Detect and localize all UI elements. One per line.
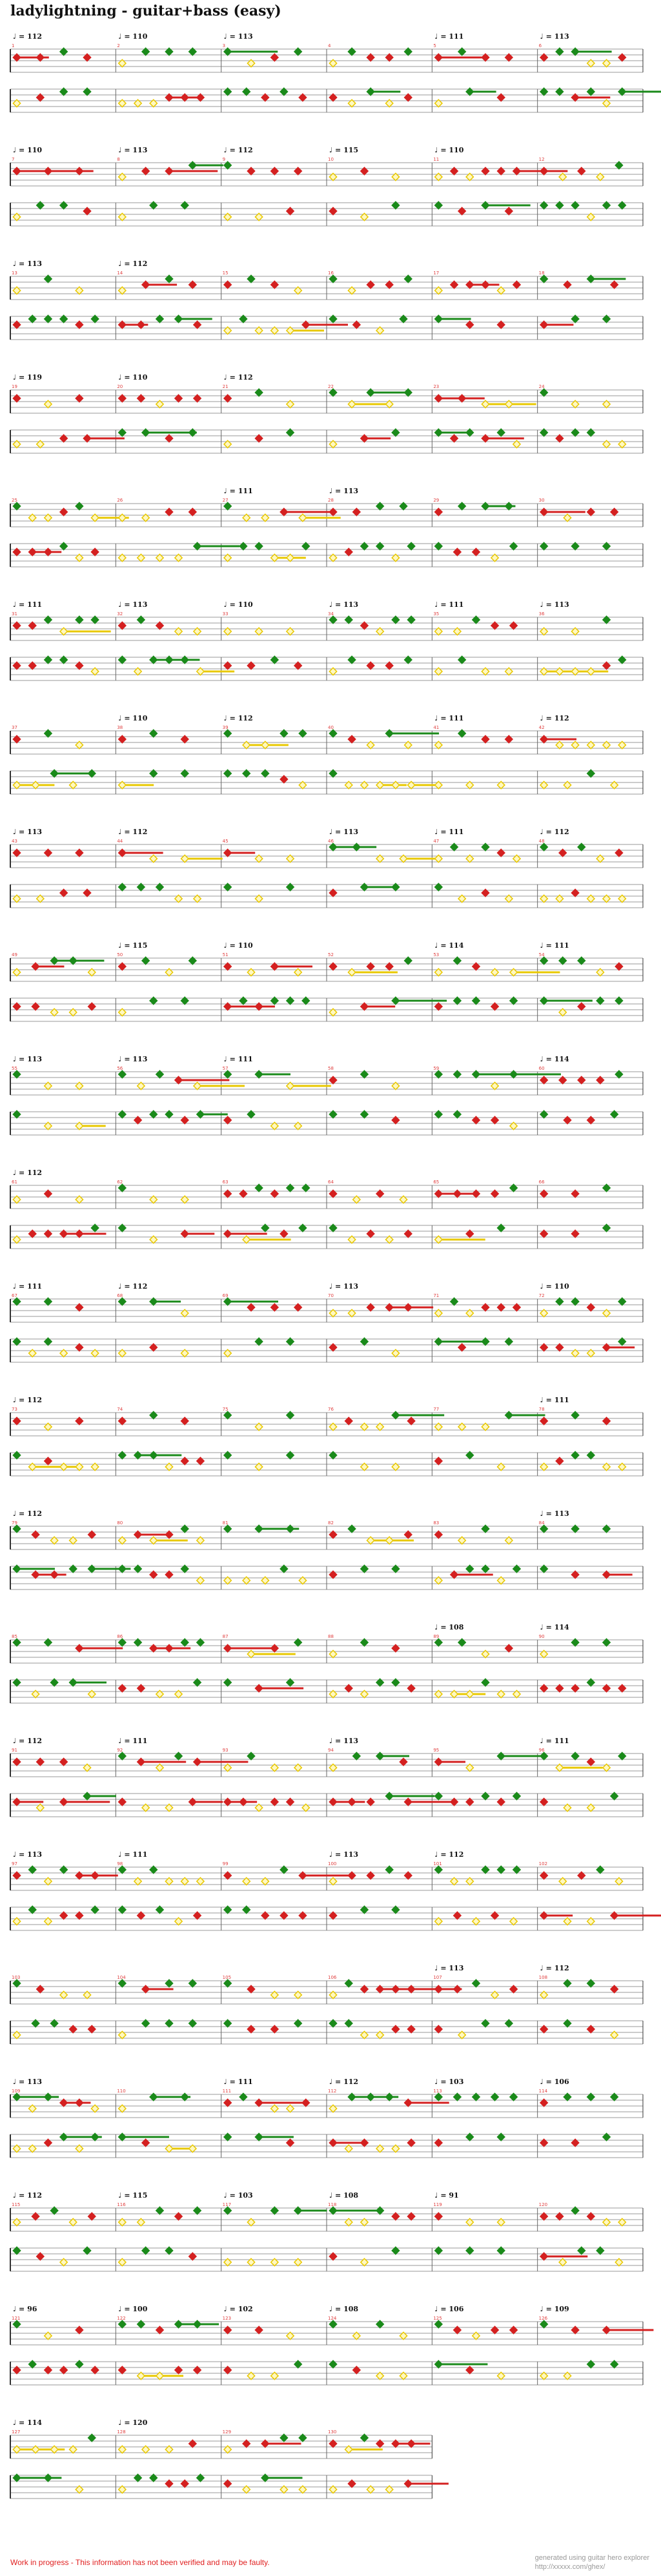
measure-number: 126	[538, 2316, 548, 2321]
measure-number: 38	[117, 725, 123, 730]
measure-number: 128	[117, 2429, 126, 2435]
tempo-marking: ♩ = 112	[540, 828, 569, 836]
measure-number: 2	[117, 43, 120, 48]
measure-number: 68	[117, 1293, 123, 1298]
footer-warning: Work in progress - This information has not been verified and may be faulty.	[10, 2558, 270, 2567]
measure-number: 120	[538, 2202, 548, 2207]
measure-number: 15	[222, 271, 229, 276]
measure-number: 63	[222, 1180, 229, 1185]
measure-number: 124	[328, 2316, 337, 2321]
measure-number: 73	[12, 1407, 17, 1412]
measure-number: 81	[222, 1520, 229, 1526]
tempo-marking: ♩ = 91	[434, 2191, 459, 2200]
system-21	[10, 2305, 653, 2385]
tempo-marking: ♩ = 112	[118, 1282, 148, 1291]
tempo-marking: ♩ = 113	[13, 2078, 43, 2086]
measure-number: 74	[117, 1407, 123, 1412]
measure-number: 123	[222, 2316, 232, 2321]
tempo-marking: ♩ = 111	[434, 828, 464, 836]
song-title: ladylightning - guitar+bass (easy)	[10, 3, 281, 19]
tempo-marking: ♩ = 112	[13, 2191, 43, 2200]
system-2	[10, 146, 643, 226]
tempo-marking: ♩ = 112	[118, 828, 148, 836]
system-9	[10, 941, 643, 1021]
tempo-marking: ♩ = 113	[540, 1509, 569, 1518]
tempo-marking: ♩ = 113	[118, 600, 148, 609]
tempo-marking: ♩ = 112	[540, 1964, 569, 1972]
tempo-marking: ♩ = 110	[13, 146, 43, 154]
tempo-marking: ♩ = 111	[118, 1850, 148, 1859]
tempo-marking: ♩ = 108	[329, 2191, 359, 2200]
measure-number: 16	[328, 271, 334, 276]
measure-number: 88	[328, 1634, 334, 1639]
tempo-marking: ♩ = 112	[223, 146, 253, 154]
measure-number: 20	[117, 384, 123, 389]
measure-number: 105	[222, 1975, 232, 1980]
measure-number: 46	[328, 839, 334, 844]
system-15	[10, 1623, 643, 1703]
measure-number: 47	[433, 839, 440, 844]
tempo-marking: ♩ = 110	[540, 1282, 569, 1291]
tempo-marking: ♩ = 112	[223, 373, 253, 382]
tempo-marking: ♩ = 113	[13, 828, 43, 836]
tempo-marking: ♩ = 119	[13, 373, 43, 382]
measure-number: 86	[117, 1634, 123, 1639]
tempo-marking: ♩ = 113	[118, 1055, 148, 1063]
tempo-marking: ♩ = 110	[223, 600, 253, 609]
measure-number: 52	[328, 952, 334, 957]
measure-number: 44	[117, 839, 123, 844]
measure-number: 41	[433, 725, 440, 730]
tempo-marking: ♩ = 112	[434, 1850, 464, 1859]
tempo-marking: ♩ = 115	[329, 146, 359, 154]
tempo-marking: ♩ = 111	[434, 714, 464, 722]
tempo-marking: ♩ = 113	[434, 1964, 464, 1972]
measure-number: 96	[538, 1748, 545, 1753]
measure-number: 34	[328, 611, 334, 617]
system-10	[10, 1055, 643, 1135]
measure-number: 116	[117, 2202, 126, 2207]
system-11	[10, 1169, 643, 1249]
tempo-marking: ♩ = 103	[223, 2191, 253, 2200]
measure-number: 79	[12, 1520, 17, 1526]
measure-number: 1	[12, 43, 15, 48]
measure-number: 92	[117, 1748, 123, 1753]
measure-number: 59	[433, 1066, 440, 1071]
tempo-marking: ♩ = 115	[118, 2191, 148, 2200]
measure-number: 53	[433, 952, 440, 957]
measure-number: 66	[538, 1180, 545, 1185]
tempo-marking: ♩ = 110	[118, 373, 148, 382]
system-19	[10, 2078, 643, 2158]
tempo-marking: ♩ = 111	[434, 32, 464, 41]
measure-number: 94	[328, 1748, 334, 1753]
measure-number: 45	[222, 839, 229, 844]
measure-number: 121	[12, 2316, 21, 2321]
measure-number: 13	[12, 271, 17, 276]
measure-number: 28	[328, 498, 334, 503]
generator-url[interactable]: http://xxxxx.com/ghex/	[534, 2563, 605, 2571]
measure-number: 97	[12, 1861, 17, 1866]
measure-number: 17	[433, 271, 440, 276]
measure-number: 57	[222, 1066, 229, 1071]
measure-number: 3	[222, 43, 226, 48]
tempo-marking: ♩ = 112	[13, 1737, 43, 1745]
tempo-marking: ♩ = 112	[118, 260, 148, 268]
measure-number: 50	[117, 952, 123, 957]
tempo-marking: ♩ = 113	[329, 1282, 359, 1291]
tempo-marking: ♩ = 113	[13, 260, 43, 268]
measure-number: 80	[117, 1520, 123, 1526]
measure-number: 72	[538, 1293, 545, 1298]
measure-number: 64	[328, 1180, 334, 1185]
measure-number: 24	[538, 384, 545, 389]
measure-number: 104	[117, 1975, 126, 1980]
tempo-marking: ♩ = 110	[118, 32, 148, 41]
measure-number: 21	[222, 384, 229, 389]
measure-number: 14	[117, 271, 123, 276]
system-5	[10, 487, 643, 567]
system-1	[10, 32, 661, 112]
measure-number: 29	[433, 498, 440, 503]
tempo-marking: ♩ = 110	[223, 941, 253, 950]
system-20	[10, 2191, 643, 2271]
tempo-marking: ♩ = 106	[540, 2078, 569, 2086]
tempo-marking: ♩ = 113	[118, 146, 148, 154]
measure-number: 111	[222, 2089, 232, 2094]
measure-number: 4	[328, 43, 331, 48]
measure-number: 75	[222, 1407, 229, 1412]
measure-number: 39	[222, 725, 229, 730]
measure-number: 129	[222, 2429, 232, 2435]
measure-number: 113	[433, 2089, 442, 2094]
measure-number: 40	[328, 725, 334, 730]
measure-number: 62	[117, 1180, 123, 1185]
measure-number: 93	[222, 1748, 229, 1753]
measure-number: 102	[538, 1861, 548, 1866]
measure-number: 100	[328, 1861, 337, 1866]
tempo-marking: ♩ = 113	[329, 1737, 359, 1745]
system-17	[10, 1850, 661, 1930]
tempo-marking: ♩ = 111	[540, 1737, 569, 1745]
tempo-marking: ♩ = 113	[223, 32, 253, 41]
tempo-marking: ♩ = 110	[434, 146, 464, 154]
measure-number: 22	[328, 384, 334, 389]
measure-number: 61	[12, 1180, 17, 1185]
measure-number: 82	[328, 1520, 334, 1526]
measure-number: 108	[538, 1975, 548, 1980]
measure-number: 42	[538, 725, 545, 730]
measure-number: 32	[117, 611, 123, 617]
tempo-marking: ♩ = 120	[118, 2418, 148, 2427]
measure-number: 65	[433, 1180, 440, 1185]
tempo-marking: ♩ = 112	[13, 1169, 43, 1177]
measure-number: 91	[12, 1748, 17, 1753]
measure-number: 84	[538, 1520, 545, 1526]
tempo-marking: ♩ = 112	[13, 32, 43, 41]
system-22	[10, 2418, 449, 2499]
measure-number: 78	[538, 1407, 545, 1412]
tempo-marking: ♩ = 108	[434, 1623, 464, 1631]
system-16	[10, 1737, 643, 1817]
tempo-marking: ♩ = 113	[329, 487, 359, 495]
tempo-marking: ♩ = 114	[540, 1055, 569, 1063]
measure-number: 114	[538, 2089, 548, 2094]
tempo-marking: ♩ = 111	[540, 941, 569, 950]
tempo-marking: ♩ = 111	[223, 487, 253, 495]
measure-number: 12	[538, 157, 545, 162]
measure-number: 58	[328, 1066, 334, 1071]
measure-number: 54	[538, 952, 545, 957]
measure-number: 55	[12, 1066, 17, 1071]
system-6	[10, 600, 643, 680]
measure-number: 56	[117, 1066, 123, 1071]
measure-number: 10	[328, 157, 334, 162]
measure-number: 37	[12, 725, 17, 730]
tempo-marking: ♩ = 113	[13, 1055, 43, 1063]
footer-generator	[535, 2553, 649, 2571]
measure-number: 117	[222, 2202, 232, 2207]
measure-number: 19	[12, 384, 17, 389]
tempo-marking: ♩ = 103	[434, 2078, 464, 2086]
tempo-marking: ♩ = 114	[434, 941, 464, 950]
measure-number: 23	[433, 384, 440, 389]
tempo-marking: ♩ = 100	[118, 2305, 148, 2313]
tempo-marking: ♩ = 111	[540, 1396, 569, 1404]
measure-number: 36	[538, 611, 545, 617]
system-14	[10, 1509, 643, 1590]
measure-number: 51	[222, 952, 229, 957]
measure-number: 43	[12, 839, 17, 844]
measure-number: 112	[328, 2089, 337, 2094]
measure-number: 27	[222, 498, 229, 503]
measure-number: 90	[538, 1634, 545, 1639]
measure-number: 125	[433, 2316, 442, 2321]
system-3	[10, 260, 643, 340]
tempo-marking: ♩ = 96	[13, 2305, 37, 2313]
measure-number: 5	[433, 43, 436, 48]
tempo-marking: ♩ = 113	[329, 600, 359, 609]
measure-number: 48	[538, 839, 545, 844]
tempo-marking: ♩ = 114	[13, 2418, 43, 2427]
measure-number: 103	[12, 1975, 21, 1980]
tempo-marking: ♩ = 114	[540, 1623, 569, 1631]
tempo-marking: ♩ = 115	[118, 941, 148, 950]
measure-number: 30	[538, 498, 545, 503]
measure-number: 98	[117, 1861, 123, 1866]
measure-number: 77	[433, 1407, 440, 1412]
tempo-marking: ♩ = 108	[329, 2305, 359, 2313]
measure-number: 83	[433, 1520, 440, 1526]
measure-number: 71	[433, 1293, 440, 1298]
tempo-marking: ♩ = 111	[13, 1282, 43, 1291]
system-4	[10, 373, 643, 453]
measure-number: 110	[117, 2089, 126, 2094]
measure-number: 31	[12, 611, 17, 617]
tempo-marking: ♩ = 110	[118, 714, 148, 722]
tempo-marking: ♩ = 113	[540, 32, 569, 41]
measure-number: 115	[12, 2202, 21, 2207]
measure-number: 118	[328, 2202, 337, 2207]
measure-number: 109	[12, 2089, 21, 2094]
tempo-marking: ♩ = 111	[118, 1737, 148, 1745]
system-18	[10, 1964, 643, 2044]
tempo-marking: ♩ = 111	[13, 600, 43, 609]
measure-number: 119	[433, 2202, 442, 2207]
measure-number: 60	[538, 1066, 545, 1071]
measure-number: 101	[433, 1861, 442, 1866]
measure-number: 26	[117, 498, 123, 503]
tempo-marking: ♩ = 112	[13, 1509, 43, 1518]
measure-number: 9	[222, 157, 226, 162]
measure-number: 7	[12, 157, 15, 162]
measure-number: 33	[222, 611, 229, 617]
measure-number: 35	[433, 611, 440, 617]
measure-number: 106	[328, 1975, 337, 1980]
tempo-marking: ♩ = 112	[13, 1396, 43, 1404]
measure-number: 6	[538, 43, 542, 48]
system-8	[10, 828, 643, 908]
measure-number: 25	[12, 498, 17, 503]
tempo-marking: ♩ = 106	[434, 2305, 464, 2313]
measure-number: 69	[222, 1293, 229, 1298]
measure-number: 18	[538, 271, 545, 276]
measure-number: 107	[433, 1975, 442, 1980]
tempo-marking: ♩ = 109	[540, 2305, 569, 2313]
measure-number: 49	[12, 952, 17, 957]
tempo-marking: ♩ = 111	[223, 1055, 253, 1063]
measure-number: 95	[433, 1748, 440, 1753]
measure-number: 8	[117, 157, 120, 162]
measure-number: 127	[12, 2429, 21, 2435]
measure-number: 87	[222, 1634, 229, 1639]
tempo-marking: ♩ = 113	[540, 600, 569, 609]
tempo-marking: ♩ = 111	[223, 2078, 253, 2086]
measure-number: 76	[328, 1407, 334, 1412]
tempo-marking: ♩ = 111	[434, 600, 464, 609]
tempo-marking: ♩ = 102	[223, 2305, 253, 2313]
tempo-marking: ♩ = 113	[329, 828, 359, 836]
tempo-marking: ♩ = 112	[223, 714, 253, 722]
measure-number: 67	[12, 1293, 17, 1298]
system-13	[10, 1396, 643, 1476]
tempo-marking: ♩ = 113	[13, 1850, 43, 1859]
measure-number: 11	[433, 157, 440, 162]
measure-number: 89	[433, 1634, 440, 1639]
tempo-marking: ♩ = 113	[329, 1850, 359, 1859]
measure-number: 122	[117, 2316, 126, 2321]
system-12	[10, 1282, 643, 1362]
measure-number: 85	[12, 1634, 17, 1639]
tempo-marking: ♩ = 112	[329, 2078, 359, 2086]
measure-number: 130	[328, 2429, 337, 2435]
tempo-marking: ♩ = 112	[540, 714, 569, 722]
measure-number: 99	[222, 1861, 229, 1866]
measure-number: 70	[328, 1293, 334, 1298]
system-7	[10, 714, 643, 794]
generator-text: generated using guitar hero explorer	[534, 2554, 649, 2562]
